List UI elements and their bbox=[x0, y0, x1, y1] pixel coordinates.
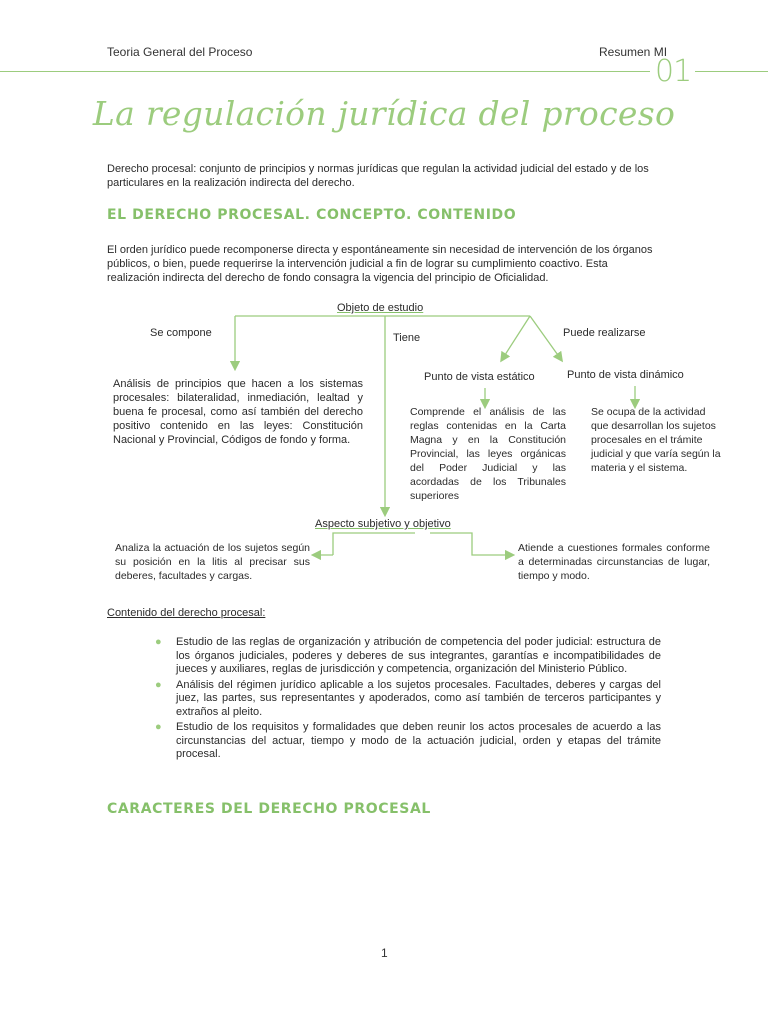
section1-paragraph: El orden jurídico puede recomponerse directa y espontáneamente sin necesidad de intervención de los órganos públicos, o bien, puede requerirse la intervención judicial a fin de lograr su cumplimiento coactivo. Esta realización indirecta del derecho de fondo consagra la vigencia del principio de Oficialidad. bbox=[107, 244, 653, 284]
list-item bbox=[155, 721, 661, 762]
diagram-tiene: Tiene bbox=[393, 332, 421, 344]
page-number: 1 bbox=[381, 946, 388, 960]
contenido-heading-text: Contenido del derecho procesal: bbox=[107, 607, 266, 619]
intro-paragraph: Derecho procesal: conjunto de principios y normas jurídicas que regulan la actividad judicial del estado y de los particulares en la realización indirecta del derecho. bbox=[107, 163, 649, 189]
diagram-aspecto-text: Aspecto subjetivo y objetivo bbox=[315, 518, 451, 530]
section-heading-concepto: EL DERECHO PROCESAL. CONCEPTO. CONTENIDO bbox=[107, 207, 517, 223]
page-tag: 01 bbox=[655, 54, 692, 89]
diagram-se-compone: Se compone bbox=[150, 327, 212, 339]
diagram-puede-realizarse: Puede realizarse bbox=[563, 327, 646, 339]
diagram-compone-text: Análisis de principios que hacen a los sistemas procesales: bilateralidad, inmediación, lealtad y buena fe procesal, como así también del derecho positivo contenido en las leyes: Constitución Nacional y Provincial, Códigos de fondo y forma. bbox=[113, 378, 363, 446]
diagram-dinamico-text: Se ocupa de la actividad que desarrollan los sujetos procesales en el trámite judicial y que varía según la materia y el sistema. bbox=[591, 406, 721, 474]
contenido-heading bbox=[107, 606, 265, 620]
diagram-objetivo-text: Atiende a cuestiones formales conforme a determinadas circunstancias de lugar, tiempo y modo. bbox=[518, 542, 710, 582]
list-item-text: Estudio de las reglas de organización y atribución de competencia del poder judicial: estructura de los órganos judiciales, poderes y deberes de sus integrantes, garantías e incompatibilidades de jueces y auxiliares, reglas de jurisdicción y competencia, organización del Ministerio Público. bbox=[176, 636, 661, 675]
bullet-icon: ● bbox=[155, 636, 162, 648]
page-title: La regulación jurídica del proceso bbox=[92, 94, 676, 133]
contenido-list bbox=[155, 636, 661, 764]
diagram-dinamico-label: Punto de vista dinámico bbox=[567, 369, 684, 381]
header-course-title: Teoria General del Proceso bbox=[107, 45, 253, 59]
diagram-estatico-label: Punto de vista estático bbox=[424, 371, 535, 383]
diagram-subjetivo-text: Analiza la actuación de los sujetos según su posición en la litis al precisar sus deberes, facultades y cargas. bbox=[115, 542, 310, 582]
diagram-root-text: Objeto de estudio bbox=[337, 302, 424, 314]
diagram-aspecto-label bbox=[315, 518, 451, 530]
list-item-text: Estudio de los requisitos y formalidades que deben reunir los actos procesales de acuerdo a las circunstancias del actuar, tiempo y modo de la actuación judicial, orden y etapas del trámite procesal. bbox=[176, 721, 661, 760]
diagram-estatico-text: Comprende el análisis de las reglas contenidas en la Carta Magna y en la Constitución Provincial, las leyes orgánicas del Poder Judicial y las acordadas de los Tribunales superiores bbox=[410, 406, 566, 502]
diagram-root-label bbox=[337, 302, 423, 314]
list-item-text: Análisis del régimen jurídico aplicable a los sujetos procesales. Facultades, deberes y cargas del juez, las partes, sus representantes y apoderados, como así también de terceros participantes y extraños al pleito. bbox=[176, 678, 661, 718]
section-heading-caracteres: CARACTERES DEL DERECHO PROCESAL bbox=[107, 801, 431, 817]
bullet-icon: ● bbox=[155, 678, 162, 691]
list-item bbox=[155, 636, 661, 677]
list-item bbox=[155, 678, 661, 720]
header-summary-label: Resumen MI bbox=[599, 45, 668, 59]
bullet-icon: ● bbox=[155, 721, 162, 733]
